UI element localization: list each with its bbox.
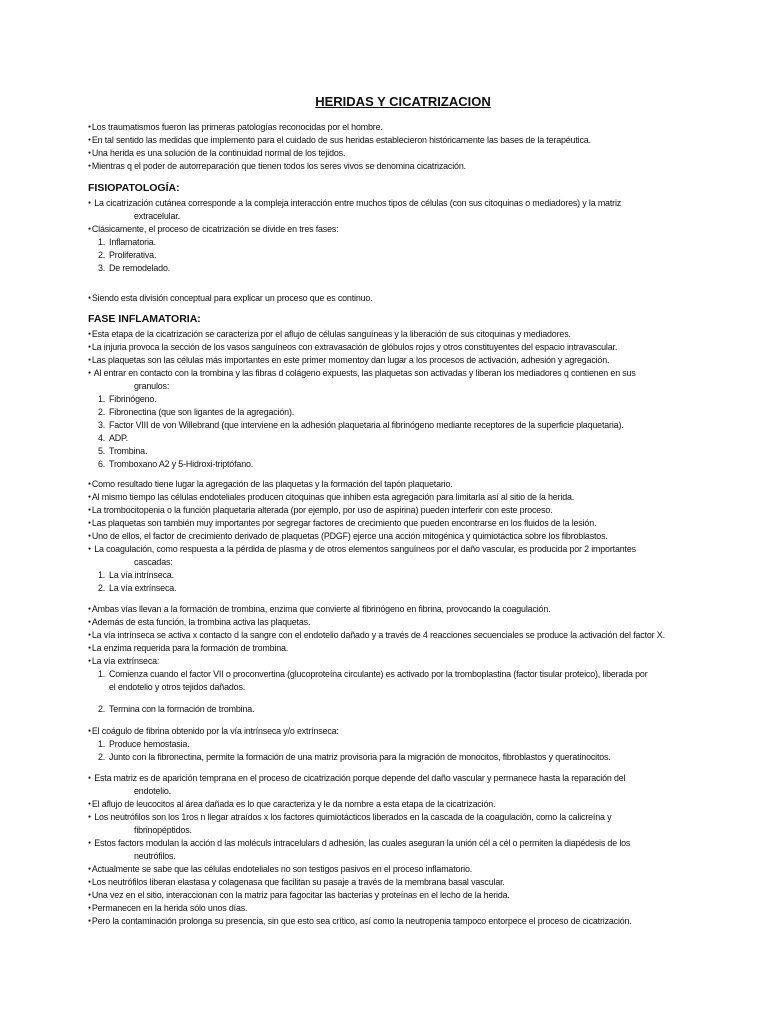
intro-paragraph: ● Mientras q el poder de autorreparación que tienen todos los seres vivos se denomina cicatrización. [88, 160, 714, 173]
list-item: 2. Junto con la fibronectina, permite la formación de una matriz provisoria para la migración de monocitos, fibroblastos y queratinocitos. [98, 752, 611, 762]
infl-paragraph: ● El aflujo de leucocitos al área dañada es lo que caracteriza y le da nombre a esta etapa de la cicatrización. [88, 798, 714, 811]
infl-paragraph: ● Permanecen en la herida sólo unos días. [88, 902, 714, 915]
infl-paragraph [88, 367, 714, 393]
paragraph-continuation: fibrinopéptidos. [134, 825, 192, 835]
paragraph-text: Esta matriz es de aparición temprana en el proceso de cicatrización porque depende del daño vascular y permanece hasta la reparación del [94, 773, 626, 783]
paragraph-continuation: cascadas: [134, 557, 173, 567]
list-item-continuation: el endotelio y otros tejidos dañados. [109, 682, 246, 692]
list-item: 3. Factor VIII de von Willebrand (que interviene en la adhesión plaquetaria al fibrinógeno mediante receptores de la superficie plaquetaria). [98, 420, 624, 430]
list-item: 1. Produce hemostasia. [98, 739, 190, 749]
infl-paragraph [88, 811, 714, 837]
infl-paragraph: ● Las plaquetas son también muy importantes por segregar factores de crecimiento que pueden encontrarse en los fluidos de la lesión. [88, 517, 714, 530]
list-item: 1. Fibrinógeno. [98, 394, 157, 404]
infl-paragraph [88, 543, 714, 569]
infl-paragraph: ● La vía extrínseca: [88, 655, 714, 668]
list-item-text: Produce hemostasia. [109, 739, 190, 749]
infl-paragraph: ● Una vez en el sitio, interaccionan con la matriz para fagocitar las bacterias y proteínas en el lecho de la herida. [88, 889, 714, 902]
infl-paragraph: ● La injuria provoca la sección de los vasos sanguíneos con extravasación de glóbulos rojos y otros constituyentes del espacio intravascular. [88, 341, 714, 354]
list-item-text: Tromboxano A2 y 5-Hidroxi-triptófano. [109, 459, 254, 469]
infl-paragraph: ● Actualmente se sabe que las células endoteliales no son testigos pasivos en el proceso inflamatorio. [88, 863, 714, 876]
infl-paragraph: ● Las plaquetas son las células más importantes en este primer momentoy dan lugar a los procesos de activación, adhesión y agregación. [88, 354, 714, 367]
list-item-text: La vía intrínseca. [109, 570, 174, 580]
list-item: 1. Comienza cuando el factor VII o proconvertina (glucoproteína circulante) es activado por la tromboplastina (factor tisular proteico), liberada por el endotelio y otros tejidos dañados. [98, 668, 714, 694]
intro-paragraph: ● Una herida es una solución de la continuidad normal de los tejidos. [88, 147, 714, 160]
list-item: 1. Inflamatoria. [98, 237, 156, 247]
list-item-text: Trombina. [109, 446, 148, 456]
paragraph-continuation: endotelio. [134, 786, 171, 796]
list-item-text: Fibrinógeno. [109, 394, 157, 404]
paragraph-continuation: extracelular. [134, 211, 180, 221]
infl-paragraph: ● Al mismo tiempo las células endoteliales producen citoquinas que inhiben esta agregación para limitarla así al sitio de la herida. [88, 491, 714, 504]
list-item-text: Proliferativa. [109, 250, 157, 260]
infl-paragraph: ● Pero la contaminación prolonga su presencia, sin que esto sea crítico, así como la neutropenia tampoco entorpece el proceso de cicatrización. [88, 915, 714, 928]
paragraph-text: Estos factors modulan la acción d las moléculs intracelulars d adhesión, las cuales aseguran la unión cél a cél o permiten la diapédesis de los [94, 838, 631, 848]
section-heading-fase-inflamatoria: FASE INFLAMATORIA: [88, 313, 201, 325]
list-item: 1. La vía intrínseca. [98, 570, 174, 580]
paragraph-text: Al entrar en contacto con la trombina y las fibras d colágeno expuests, las plaquetas son activadas y liberan los mediadores q contienen en sus [93, 368, 636, 378]
list-item: 6. Tromboxano A2 y 5-Hidroxi-triptófano. [98, 459, 254, 469]
fisio-paragraph [88, 197, 714, 223]
list-item-text: Factor VIII de von Willebrand (que interviene en la adhesión plaquetaria al fibrinógeno mediante receptores de la superficie plaquetaria). [109, 420, 624, 430]
list-item-text: Termina con la formación de trombina. [109, 704, 255, 714]
list-item-text: Inflamatoria. [109, 237, 156, 247]
list-item: 3. De remodelado. [98, 263, 171, 273]
infl-paragraph: ● Uno de ellos, el factor de crecimiento derivado de plaquetas (PDGF) ejerce una acción mitogénica y quimiotáctica sobre los fibroblastos. [88, 530, 714, 543]
infl-paragraph: ● La vía intrínseca se activa x contacto d la sangre con el endotelio dañado y a través de 4 reacciones secuenciales se produce la activación del factor X. [88, 629, 714, 642]
intro-paragraph: ● Los traumatismos fueron las primeras patologías reconocidas por el hombre. [88, 121, 714, 134]
infl-paragraph: ● Además de esta función, la trombina activa las plaquetas. [88, 616, 714, 629]
list-item-text: De remodelado. [109, 263, 171, 273]
list-item: 2. Termina con la formación de trombina. [98, 704, 255, 714]
paragraph-text: La cicatrización cutánea corresponde a la compleja interacción entre muchos tipos de células (con sus citoquinas o mediadores) y la matriz [94, 198, 622, 208]
infl-paragraph [88, 837, 714, 863]
paragraph-continuation: neutrófilos. [134, 851, 176, 861]
infl-paragraph: ● El coágulo de fibrina obtenido por la vía intrínseca y/o extrínseca: [88, 725, 714, 738]
list-item-text: Comienza cuando el factor VII o proconvertina (glucoproteína circulante) es activado por la tromboplastina (factor tisular proteico), liberada por [109, 669, 648, 679]
paragraph-continuation: granulos: [134, 381, 170, 391]
list-item: 2. Proliferativa. [98, 250, 157, 260]
list-item: 4. ADP. [98, 433, 128, 443]
list-item: 5. Trombina. [98, 446, 148, 456]
infl-paragraph: ● La trombocitopenia o la función plaquetaria alterada (por ejemplo, por uso de aspirina) pueden interferir con este proceso. [88, 504, 714, 517]
section-heading-fisiopatologia: FISIOPATOLOGÍA: [88, 182, 180, 194]
list-item: 2. La vía extrínseca. [98, 583, 177, 593]
list-item-text: Junto con la fibronectina, permite la formación de una matriz provisoria para la migración de monocitos, fibroblastos y queratinocitos. [109, 752, 611, 762]
list-item-text: Fibronectina (que son ligantes de la agregación). [109, 407, 295, 417]
document-title: HERIDAS Y CICATRIZACION [315, 94, 491, 109]
infl-paragraph: ● Esta etapa de la cicatrización se caracteriza por el aflujo de células sanguíneas y la liberación de sus citoquinas y mediadores. [88, 328, 714, 341]
fisio-paragraph: ● Clásicamente, el proceso de cicatrización se divide en tres fases: [88, 223, 714, 236]
list-item-text: La vía extrínseca. [109, 583, 177, 593]
infl-paragraph: ● Los neutrófilos liberan elastasa y colagenasa que facilitan su pasaje a través de la membrana basal vascular. [88, 876, 714, 889]
fisio-paragraph: ● Siendo esta división conceptual para explicar un proceso que es continuo. [88, 292, 714, 305]
list-item: 2. Fibronectina (que son ligantes de la agregación). [98, 407, 295, 417]
intro-paragraph: ● En tal sentido las medidas que implemento para el cuidado de sus heridas establecieron históricamente las bases de la terapéutica. [88, 134, 714, 147]
paragraph-text: Los neutrófilos son los 1ros n llegar atraídos x los factores quimiotácticos liberados en la cascada de la coagulación, como la calicreína y [94, 812, 612, 822]
list-item-text: ADP. [109, 433, 128, 443]
infl-paragraph: ● Como resultado tiene lugar la agregación de las plaquetas y la formación del tapón plaquetario. [88, 478, 714, 491]
infl-paragraph: ● Ambas vías llevan a la formación de trombina, enzima que convierte al fibrinógeno en fibrina, provocando la coagulación. [88, 603, 714, 616]
infl-paragraph [88, 772, 714, 798]
infl-paragraph: ● La enzima requerida para la formación de trombina. [88, 642, 714, 655]
paragraph-text: La coagulación, como respuesta a la pérdida de plasma y de otros elementos sanguíneos por el daño vascular, es producida por 2 importantes [94, 544, 636, 554]
